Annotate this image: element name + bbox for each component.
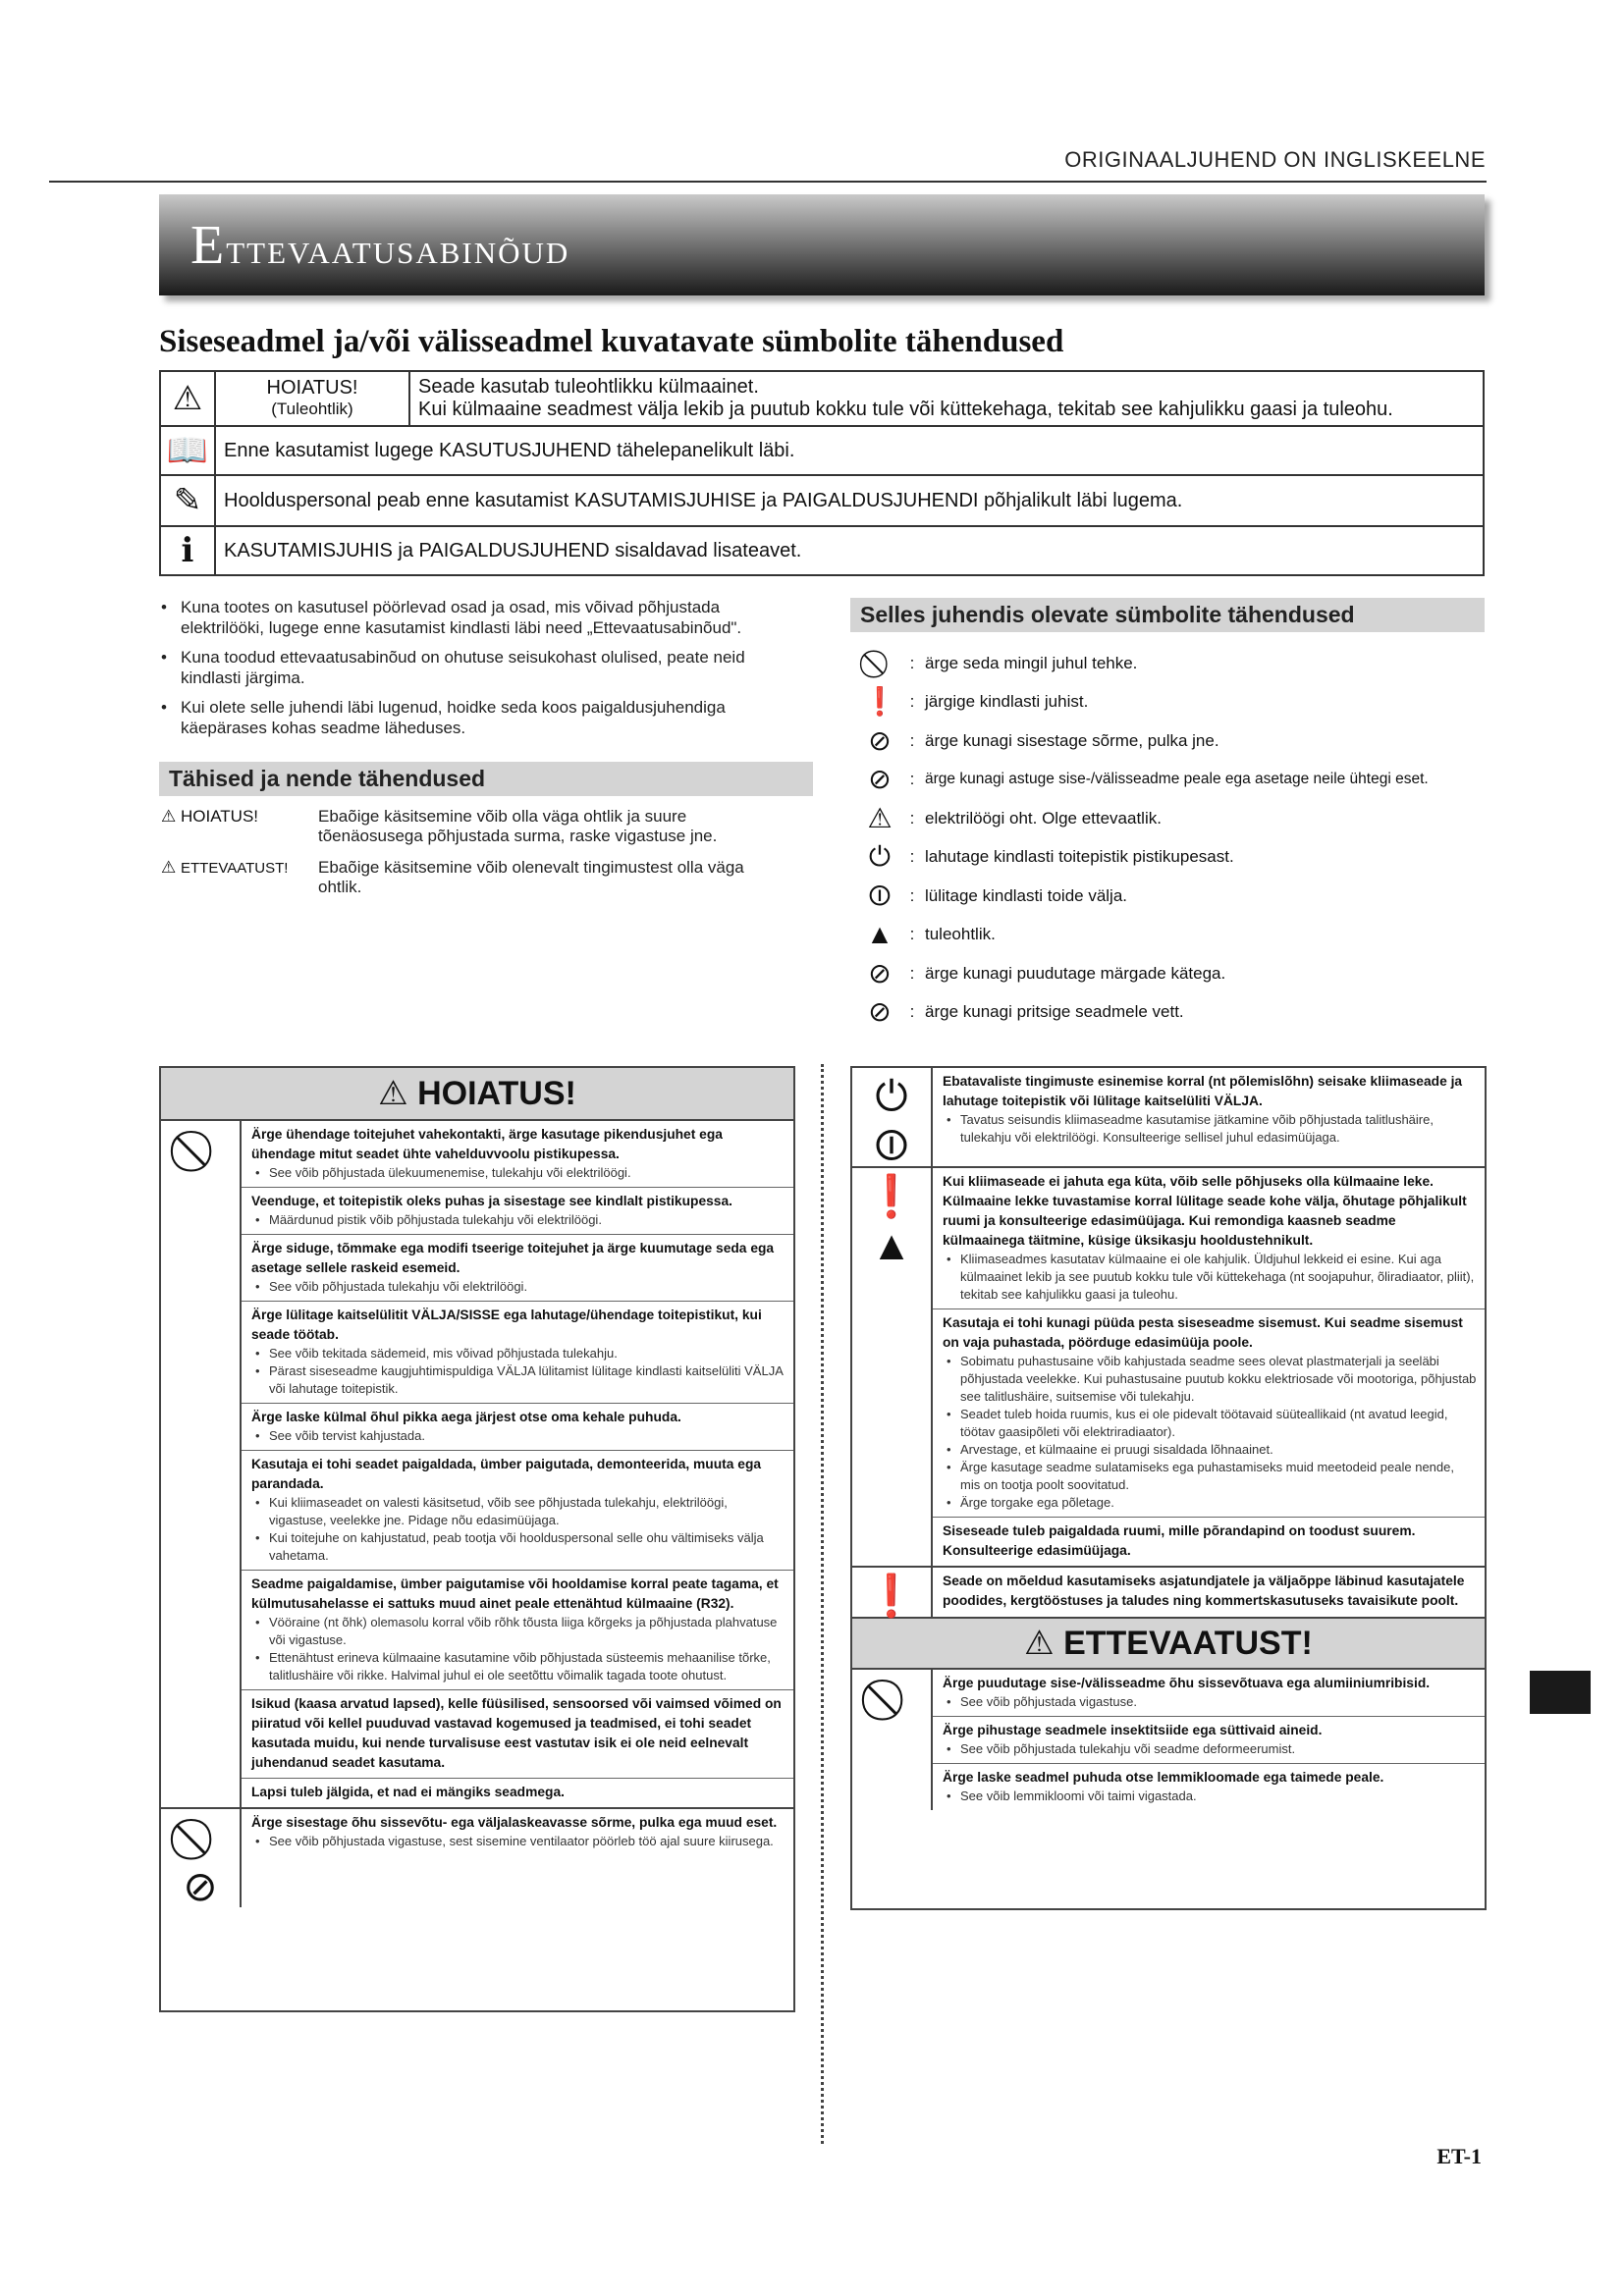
- guide-symbols-list: [860, 644, 1479, 1032]
- list-item: ⊘ : ärge kunagi puudutage märgade kätega.: [860, 954, 1479, 993]
- list-item: [242, 1302, 793, 1404]
- page-number: ET-1: [1436, 2144, 1482, 2168]
- power-off-icon: ⏼: [868, 880, 892, 911]
- caution-mark-row: [161, 858, 789, 897]
- list-item: ⚠ : elektrilöögi oht. Olge ettevaatlik.: [860, 799, 1479, 838]
- hazard-line1: Seade kasutab tuleohtlikku külmaainet.: [418, 376, 759, 398]
- hazard-sub: (Tuleohtlik): [271, 400, 353, 418]
- power-off-icon: ⏼: [875, 1122, 908, 1168]
- list-item: • Kuna tootes on kasutusel pöörlevad osad ja osad, mis võivad põhjustada elektrilööki, lugege enne kasutamist kindlasti läbi need „Ettevaatusabinõud".: [157, 597, 795, 638]
- list-item: [933, 1518, 1485, 1566]
- prohibited-icon: [860, 650, 899, 677]
- right-group-3-icons: [852, 1568, 933, 1617]
- flammable-icon: ▲: [866, 919, 893, 950]
- item-bullet: • Ettenähtust erineva külmaaine kasutamine võib põhjustada süsteemis mehaanilise tõrke, talitlushäire või rikke. Halvimal juhul ei ole seetõttu võimalik tagada toote ohutust.: [251, 1649, 785, 1684]
- item-heading: Ärge puudutage sise-/välisseadme õhu sissevõtuava ega alumiiniumribisid.: [943, 1676, 1431, 1690]
- warning-group-1-items: [242, 1121, 793, 1807]
- list-item: [933, 1309, 1485, 1518]
- list-item: [933, 1568, 1485, 1616]
- list-item: [242, 1404, 793, 1451]
- no-finger-icon: ⊘: [868, 724, 892, 756]
- right-group-3: [852, 1568, 1485, 1619]
- hazard-cell: [215, 371, 409, 426]
- item-heading: Ärge sisestage õhu sissevõtu- ega väljalaskeavasse sõrme, pulka ega muud eset.: [251, 1815, 778, 1830]
- item-bullet: • Seadet tuleb hoida ruumis, kus ei ole pidevalt töötavaid süüteallikaid (nt avatud leegid, töötav gaasipõleti või elektriradiaator).: [943, 1406, 1477, 1441]
- list-item: [933, 1764, 1485, 1810]
- warning-triangle-icon: ⚠: [161, 807, 177, 826]
- item-heading: Kasutaja ei tohi kunagi püüda pesta siseseadme sisemust. Kui seadme sisemust on vaja puhastada, pöörduge edasimüüja poole.: [943, 1315, 1463, 1350]
- caution-triangle-icon: ⚠: [1024, 1625, 1064, 1662]
- caution-box-title: ETTEVAATUST!: [1063, 1624, 1313, 1662]
- flammable-icon: ▲: [871, 1222, 912, 1268]
- no-wet-hands-icon: ⊘: [868, 957, 892, 988]
- manual-text: Enne kasutamist lugege KASUTUSJUHEND tähelepanelikult läbi.: [215, 426, 1484, 475]
- item-bullet: • Ärge kasutage seadme sulatamiseks ega puhastamiseks muid meetodeid peale nende, mis on tootja poolt soovitatud.: [943, 1459, 1477, 1494]
- language-tab: [1530, 1671, 1591, 1714]
- list-item: ▲ : tuleohtlik.: [860, 916, 1479, 955]
- caution-mark: [161, 858, 318, 897]
- item-heading: Seade on mõeldud kasutamiseks asjatundjatele ja väljaõppe läbinud kasutajatele poodides, kergtööstuses ja taludes ning kommertskasutuseks tavaisikute poolt.: [943, 1574, 1465, 1608]
- mandatory-icon: ❗: [862, 686, 897, 718]
- guide-symbols-heading: Selles juhendis olevate sümbolite tähendused: [850, 598, 1485, 632]
- mandatory-icon: ❗: [865, 1173, 918, 1219]
- item-bullet: • See võib põhjustada vigastuse, sest sisemine ventilaator pöörleb töö ajal suure kiirusega.: [251, 1833, 785, 1850]
- item-bullet: • Tavatus seisundis kliimaseadme kasutamise jätkamine võib põhjustada talitlushäire, tulekahju või elektrilöögi. Konsulteerige sellisel juhul edasimüüjaga.: [943, 1111, 1477, 1147]
- caution-group-icons: [852, 1670, 933, 1810]
- info-icon: ℹ: [160, 526, 215, 575]
- item-heading: Isikud (kaasa arvatud lapsed), kelle füüsilised, sensoorsed või vaimsed võimed on piiratud või kellel puuduvad vastavad kogemused ja teadmised, ei tohi seadet kasutada muidu, kui nende turvalisuse eest vastutav isik ei ole neid eelnevalt juhendanud seadet kasutama.: [251, 1696, 782, 1770]
- warning-box-title: HOIATUS!: [417, 1074, 576, 1112]
- right-group-1-icons: [852, 1068, 933, 1166]
- warning-mark-row: [161, 807, 789, 846]
- warning-group-1: [161, 1121, 793, 1809]
- hazard-label: HOIATUS!: [266, 377, 358, 399]
- item-bullet: • See võib põhjustada ülekuumenemise, tulekahju või elektrilöögi.: [251, 1164, 785, 1182]
- marks-heading: Tähised ja nende tähendused: [159, 762, 813, 796]
- right-group-2: [852, 1168, 1485, 1568]
- caution-group: [852, 1670, 1485, 1810]
- item-bullet: • Vööraine (nt õhk) olemasolu korral võib rõhk tõusta liiga kõrgeks ja põhjustada plahvatuse või vigastuse.: [251, 1614, 785, 1649]
- item-bullet: • See võib põhjustada vigastuse.: [943, 1693, 1477, 1711]
- item-heading: Ärge ühendage toitejuhet vahekontakti, ärge kasutage pikendusjuhet ega ühendage mitut seadet ühte vahelduvvoolu pistikupessa.: [251, 1127, 723, 1161]
- list-item: : ärge seda mingil juhul tehke.: [860, 644, 1479, 683]
- list-item: [242, 1121, 793, 1188]
- item-heading: Ärge lülitage kaitselülitit VÄLJA/SISSE ega lahutage/ühendage toitepistikut, kui seade töötab.: [251, 1308, 762, 1342]
- item-bullet: • Määrdunud pistik võib põhjustada tulekahju või elektrilöögi.: [251, 1211, 785, 1229]
- item-bullet: • See võib tekitada sädemeid, mis võivad põhjustada tulekahju.: [251, 1345, 785, 1362]
- list-item: [242, 1779, 793, 1807]
- item-heading: Kasutaja ei tohi seadet paigaldada, ümber paigutada, demonteerida, muuta ega parandada.: [251, 1457, 762, 1491]
- device-symbols-table: [159, 370, 1485, 576]
- warning-mark-label: HOIATUS!: [180, 807, 259, 826]
- list-item: [242, 1571, 793, 1690]
- list-item: ⊘ : ärge kunagi sisestage sõrme, pulka jne.: [860, 721, 1479, 761]
- list-item: ⏼ : lülitage kindlasti toide välja.: [860, 877, 1479, 916]
- list-item: [242, 1188, 793, 1235]
- list-item: ⏻ : lahutage kindlasti toitepistik pistikupesast.: [860, 838, 1479, 878]
- list-item: [242, 1690, 793, 1779]
- list-item: [242, 1451, 793, 1571]
- service-text: Hoolduspersonal peab enne kasutamist KASUTAMISJUHISE ja PAIGALDUSJUHENDI põhjalikult läbi lugema.: [215, 475, 1484, 526]
- warning-group-1-icons: [161, 1121, 242, 1807]
- no-water-icon: ⊘: [868, 996, 892, 1028]
- hazard-text: [409, 371, 1484, 426]
- item-bullet: • See võib tervist kahjustada.: [251, 1427, 785, 1445]
- manual-icon: 📖: [160, 426, 215, 475]
- right-group-2-icons: [852, 1168, 933, 1566]
- list-item: [933, 1168, 1485, 1309]
- warning-group-2-icons: [161, 1809, 242, 1907]
- info-text: KASUTAMISJUHIS ja PAIGALDUSJUHEND sisaldavad lisateavet.: [215, 526, 1484, 575]
- warning-box: [159, 1066, 795, 2012]
- unplug-icon: ⏻: [868, 841, 892, 873]
- list-item: [242, 1809, 793, 1855]
- item-bullet: • Kui toitejuhe on kahjustatud, peab tootja või hoolduspersonal selle ohu vältimiseks välja vahetama.: [251, 1529, 785, 1565]
- list-item: [242, 1235, 793, 1302]
- list-item: [933, 1717, 1485, 1764]
- item-bullet: • See võib põhjustada tulekahju või elektrilöögi.: [251, 1278, 785, 1296]
- caution-box-header: [852, 1619, 1485, 1670]
- original-language-note: ORIGINAALJUHEND ON INGLISKEELNE: [1064, 147, 1486, 172]
- item-bullet: • Arvestage, et külmaaine ei pruugi sisaldada lõhnaainet.: [943, 1441, 1477, 1459]
- right-group-3-items: [933, 1568, 1485, 1617]
- no-objects-icon: ⊘: [868, 764, 892, 795]
- list-item: • Kuna toodud ettevaatusabinõud on ohutuse seisukohast olulised, peate neid kindlasti järgima.: [157, 647, 795, 688]
- item-bullet: • Kui kliimaseadet on valesti käsitsetud, võib see põhjustada tulekahju, elektrilöögi, vigastuse, veelekke jne. Pidage nõu edasimüüjaga.: [251, 1494, 785, 1529]
- right-group-1: [852, 1068, 1485, 1168]
- item-heading: Veenduge, et toitepistik oleks puhas ja sisestage see kindlalt pistikupessa.: [251, 1194, 732, 1208]
- caution-mark-label: ETTEVAATUST!: [180, 860, 289, 877]
- list-item: ⊘ : ärge kunagi astuge sise-/välisseadme peale ega asetage neile ühtegi eset.: [860, 761, 1479, 800]
- list-item: ❗ : järgige kindlasti juhist.: [860, 683, 1479, 722]
- flammable-warning-icon: ⚠: [160, 371, 215, 426]
- warning-triangle-icon: ⚠: [378, 1075, 418, 1112]
- intro-list: [157, 597, 795, 747]
- item-bullet: • Kliimaseadmes kasutatav külmaaine ei ole kahjulik. Üldjuhul lekkeid ei esine. Kui aga külmaainet lekib ja see puutub kokku tule või küttekehaga (nt soojapuhur, õliradiaator, pliit), tekitab see kahjulikku gaasi ja tuleohu.: [943, 1251, 1477, 1304]
- title-banner: [159, 194, 1485, 295]
- item-heading: Seadme paigaldamise, ümber paigutamise või hooldamise korral peate tagama, et külmutusahelasse ei sattuks muud ainet peale ettenähtud külmaaine (R32).: [251, 1576, 779, 1611]
- list-item: ⊘ : ärge kunagi pritsige seadmele vett.: [860, 993, 1479, 1033]
- no-finger-icon: ⊘: [183, 1863, 218, 1909]
- right-group-1-items: [933, 1068, 1485, 1166]
- item-heading: Ärge siduge, tõmmake ega modifi tseerige toitejuhet ja ärge kuumutage seda ega asetage sellele raskeid esemeid.: [251, 1241, 775, 1275]
- item-heading: Lapsi tuleb jälgida, et nad ei mängiks seadmega.: [251, 1785, 565, 1799]
- right-group-2-items: [933, 1168, 1485, 1566]
- item-heading: Ärge laske seadmel puhuda otse lemmikloomade ega taimede peale.: [943, 1770, 1384, 1785]
- item-bullet: • See võib põhjustada tulekahju või seadme deformeerumist.: [943, 1740, 1477, 1758]
- list-item: [933, 1068, 1485, 1151]
- item-heading: Ebatavaliste tingimuste esinemise korral (nt põlemislõhn) seisake kliimaseade ja lahutage toitepistik või lülitage kaitselüliti VÄLJA.: [943, 1074, 1463, 1108]
- column-divider: [821, 1064, 824, 2144]
- electric-shock-icon: ⚠: [867, 802, 893, 833]
- warning-mark-text: Ebaõige käsitsemine võib olla väga ohtlik ja suure tõenäosusega põhjustada surma, raske vigastuse jne.: [318, 807, 718, 845]
- warning-box-header: [161, 1068, 793, 1121]
- item-bullet: • See võib lemmikloomi või taimi vigastada.: [943, 1788, 1477, 1805]
- item-heading: Ärge laske külmal õhul pikka aega järjest otse oma kehale puhuda.: [251, 1410, 681, 1424]
- item-bullet: • Ärge torgake ega põletage.: [943, 1494, 1477, 1512]
- list-item: [933, 1670, 1485, 1717]
- list-item: • Kui olete selle juhendi läbi lugenud, hoidke seda koos paigaldusjuhendiga käepärases kohas seadme läheduses.: [157, 697, 795, 738]
- warning-group-2: [161, 1809, 793, 1907]
- item-bullet: • Pärast siseseadme kaugjuhtimispuldiga VÄLJA lülitamist lülitage kindlasti kaitselüliti VÄLJA või lahutage toitepistik.: [251, 1362, 785, 1398]
- right-warning-box: [850, 1066, 1487, 1910]
- caution-triangle-icon: ⚠: [161, 858, 177, 877]
- caution-group-items: [933, 1670, 1485, 1810]
- hazard-line2: Kui külmaaine seadmest välja lekib ja puutub kokku tule või küttekehaga, tekitab see kahjulikku gaasi ja tuleohu.: [418, 399, 1393, 420]
- symbols-heading: Siseseadmel ja/või välisseadmel kuvatavate sümbolite tähendused: [159, 324, 1064, 359]
- item-heading: Kui kliimaseade ei jahuta ega küta, võib selle põhjuseks olla külmaaine leke. Külmaaine lekke tuvastamise korral lülitage seade kohe välja, õhutage põhjalikult ruumi ja konsulteerige edasimüüjaga. Kui remondiga kaasneb seadme külmaainega täitmine, küsige üksikasju hooldustehnikult.: [943, 1174, 1467, 1248]
- warning-group-2-items: [242, 1809, 793, 1907]
- item-heading: Ärge pihustage seadmele insektitsiide ega süttivaid aineid.: [943, 1723, 1323, 1737]
- caution-mark-text: Ebaõige käsitsemine võib olenevalt tingimustest olla väga ohtlik.: [318, 858, 744, 896]
- item-heading: Siseseade tuleb paigaldada ruumi, mille põrandapind on toodust suurem. Konsulteerige edasimüüjaga.: [943, 1523, 1416, 1558]
- header-rule: [49, 181, 1487, 183]
- warning-mark: [161, 807, 318, 846]
- mandatory-icon: ❗: [865, 1573, 918, 1619]
- service-manual-icon: ✎: [160, 475, 215, 526]
- page-title: Ettevaatusabinõud: [190, 214, 570, 276]
- unplug-icon: ⏻: [875, 1073, 908, 1119]
- item-bullet: • Sobimatu puhastusaine võib kahjustada seadme sees olevat plastmaterjali ja seeläbi põhjustada veelekke. Kui puhastusaine puutub kokku elektriosade või mootoriga, põhjustab see talitlushäire, suitsemise või tulekahju.: [943, 1353, 1477, 1406]
